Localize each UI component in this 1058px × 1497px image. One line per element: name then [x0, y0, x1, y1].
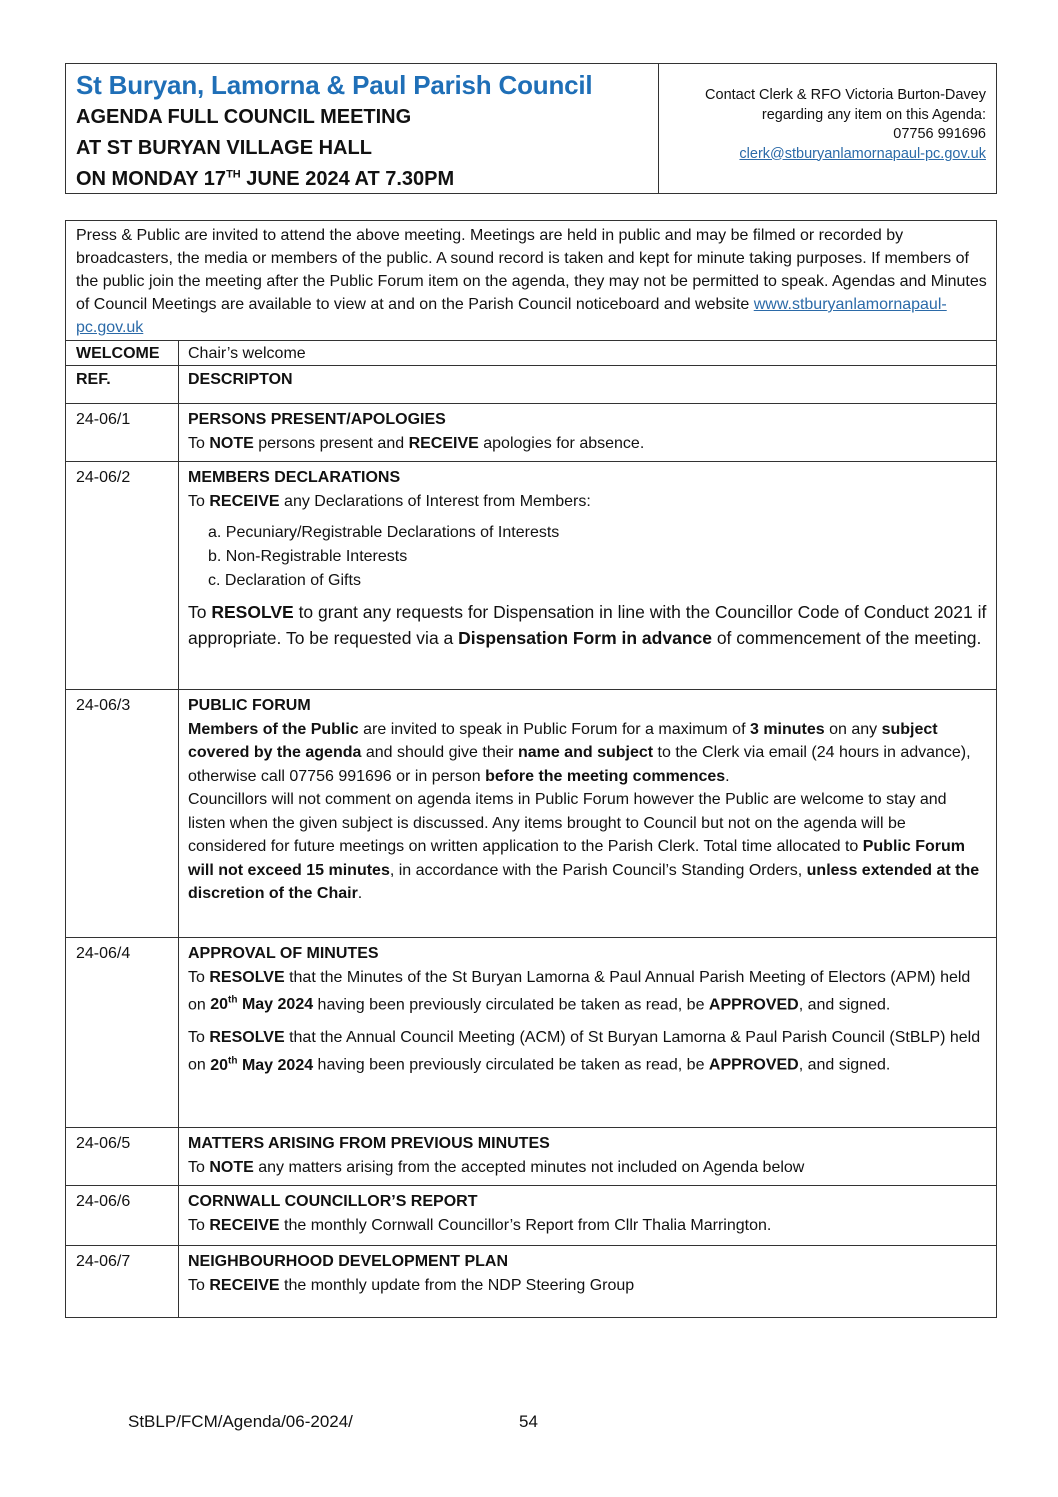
item-title: APPROVAL OF MINUTES [188, 945, 379, 962]
agenda-table [65, 220, 997, 1318]
row-ref: WELCOME [66, 341, 179, 365]
column-header-ref: REF. [66, 366, 179, 403]
contact-line: Contact Clerk & RFO Victoria Burton-Davey [705, 87, 986, 103]
contact-cell [659, 64, 996, 193]
item-title: MATTERS ARISING FROM PREVIOUS MINUTES [188, 1135, 550, 1152]
table-row [66, 1186, 996, 1246]
item-title: PERSONS PRESENT/APOLOGIES [188, 411, 446, 428]
table-row [66, 462, 996, 690]
footer-page-number: 54 [519, 1412, 538, 1431]
contact-line: regarding any item on this Agenda: [761, 106, 986, 123]
table-row [66, 1246, 996, 1317]
item-desc: MATTERS ARISING FROM PREVIOUS MINUTES To NOTE any matters arising from the accepted minutes not included on Agenda below [179, 1128, 996, 1185]
list-item: a. Pecuniary/Registrable Declarations of Interests [208, 524, 560, 541]
list-item: b. Non-Registrable Interests [208, 548, 408, 565]
item-ref: 24-06/7 [66, 1246, 179, 1317]
declarations-list [188, 521, 988, 593]
intro-notice: Press & Public are invited to attend the above meeting. Meetings are held in public and may be filmed or recorded by broadcasters, the media or members of the public. A sound record is taken and kept for minute taking purposes. If members of the public join the meeting after the Public Forum item on the agenda, they may not be permitted to speak. Agendas and Minutes of Council Meetings are available to view at and on the Parish Council noticeboard and website www.stburyanlamornapaul-pc.gov.uk [66, 221, 996, 341]
item-desc: NEIGHBOURHOOD DEVELOPMENT PLAN To RECEIVE the monthly update from the NDP Steering Group [179, 1246, 996, 1317]
item-ref: 24-06/2 [66, 462, 179, 689]
table-row [66, 1128, 996, 1186]
council-name: St Buryan, Lamorna & Paul Parish Council [76, 70, 593, 100]
column-header-desc: DESCRIPTON [188, 371, 293, 388]
clerk-email-link[interactable]: clerk@stburyanlamornapaul-pc.gov.uk [739, 145, 986, 162]
meeting-date: ON MONDAY 17TH JUNE 2024 AT 7.30PM [76, 168, 455, 190]
meeting-venue: AT ST BURYAN VILLAGE HALL [76, 137, 372, 159]
item-title: PUBLIC FORUM [188, 697, 311, 714]
item-desc: APPROVAL OF MINUTES To RESOLVE that the Minutes of the St Buryan Lamorna & Paul Annual Parish Meeting of Electors (APM) held on 20th May 2024 having been previously circulated be taken as read, be APPROVED, and signed. To RESOLVE that the Annual Council Meeting (ACM) of St Buryan Lamorna & Paul Parish Council (StBLP) held on 20th May 2024 having been previously circulated be taken as read, be APPROVED, and signed. [179, 938, 996, 1127]
item-ref: 24-06/5 [66, 1128, 179, 1185]
contact-phone: 07756 991696 [893, 126, 986, 142]
table-header-row [66, 366, 996, 404]
table-row [66, 404, 996, 462]
table-row [66, 341, 996, 366]
table-row [66, 938, 996, 1128]
item-title: MEMBERS DECLARATIONS [188, 469, 401, 486]
item-ref: 24-06/6 [66, 1186, 179, 1245]
meeting-type: AGENDA FULL COUNCIL MEETING [76, 106, 412, 128]
table-row [66, 690, 996, 938]
item-ref: 24-06/3 [66, 690, 179, 937]
list-item: c. Declaration of Gifts [208, 572, 361, 589]
header-title-cell [66, 64, 659, 193]
row-desc: Chair’s welcome [188, 345, 306, 362]
item-ref: 24-06/1 [66, 404, 179, 461]
item-title: NEIGHBOURHOOD DEVELOPMENT PLAN [188, 1253, 509, 1270]
footer-document-ref: StBLP/FCM/Agenda/06-2024/ [128, 1412, 353, 1431]
item-desc: PUBLIC FORUM Members of the Public are invited to speak in Public Forum for a maximum of 3 minutes on any subject covered by the agenda and should give their name and subject to the Clerk via email (24 hours in advance), otherwise call 07756 991696 or in person before the meeting commences. Councillors will not comment on agenda items in Public Forum however the Public are welcome to stay and listen when the given subject is discussed. Any items brought to Council but not on the agenda will be considered for future meetings on written application to the Parish Clerk. Total time allocated to Public Forum will not exceed 15 minutes, in accordance with the Parish Council’s Standing Orders, unless extended at the discretion of the Chair. [179, 690, 996, 937]
header-table [65, 63, 997, 194]
item-desc: CORNWALL COUNCILLOR’S REPORT To RECEIVE the monthly Cornwall Councillor’s Report from Cllr Thalia Marrington. [179, 1186, 996, 1245]
item-desc: MEMBERS DECLARATIONS To RECEIVE any Declarations of Interest from Members: a. Pecuniary/Registrable Declarations of Interests b. Non-Registrable Interests c. Declaration of Gifts To RESOLVE to grant any requests for Dispensation in line with the Councillor Code of Conduct 2021 if appropriate. To be requested via a Dispensation Form in advance of commencement of the meeting. [179, 462, 996, 689]
item-ref: 24-06/4 [66, 938, 179, 1127]
website-link[interactable]: www.stburyanlamornapaul-pc.gov.uk [76, 296, 947, 336]
item-title: CORNWALL COUNCILLOR’S REPORT [188, 1193, 478, 1210]
item-desc: PERSONS PRESENT/APOLOGIES To NOTE persons present and RECEIVE apologies for absence. [179, 404, 996, 461]
